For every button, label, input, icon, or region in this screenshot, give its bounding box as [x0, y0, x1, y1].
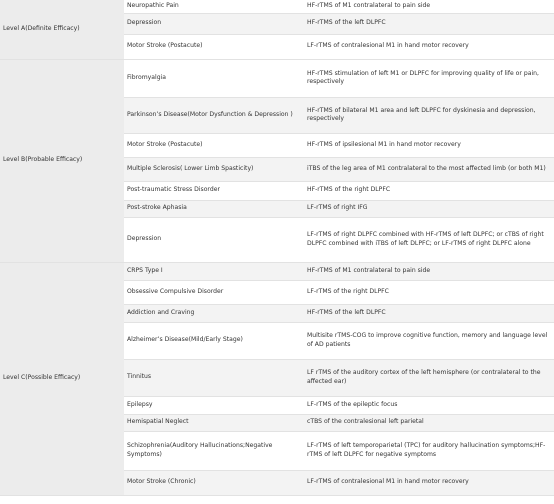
- disease-cell: Multiple Sclerosis( Lower Limb Spasticity): [124, 157, 304, 181]
- protocol-cell: HF-rTMS of the right DLPFC: [304, 181, 554, 200]
- disease-cell: Post-stroke Aphasia: [124, 200, 304, 217]
- protocol-cell: iTBS of the leg area of M1 contralateral to the most affected limb (or both M1): [304, 157, 554, 181]
- disease-cell: CRPS Type I: [124, 262, 304, 280]
- protocol-cell: LF-rTMS of right IFG: [304, 200, 554, 217]
- protocol-cell: HF-rTMS of ipsilesional M1 in hand motor recovery: [304, 133, 554, 157]
- protocol-cell: HF-rTMS of bilateral M1 area and left DLPFC for dyskinesia and depression, respectively: [304, 97, 554, 133]
- protocol-cell: HF-rTMS of the left DLPFC: [304, 13, 554, 34]
- protocol-cell: LF-rTMS of the epileptic focus: [304, 396, 554, 414]
- disease-cell: Depression: [124, 217, 304, 262]
- protocol-cell: cTBS of the contralesional left parietal: [304, 414, 554, 431]
- disease-cell: Motor Stroke (Postacute): [124, 34, 304, 59]
- table-row: [0, 262, 554, 280]
- disease-cell: Obsessive Compulsive Disorder: [124, 280, 304, 304]
- protocol-cell: HF-rTMS stimulation of left M1 or DLPFC for improving quality of life or pain, respectively: [304, 59, 554, 97]
- disease-cell: Fibromyalgia: [124, 59, 304, 97]
- disease-cell: Depression: [124, 13, 304, 34]
- protocol-cell: Multisite rTMS-COG to improve cognitive function, memory and language level of AD patients: [304, 322, 554, 359]
- disease-cell: Epilepsy: [124, 396, 304, 414]
- level-a-label: Level A(Definite Efficacy): [0, 0, 124, 59]
- disease-cell: Alzheimer’s Disease(Mild/Early Stage): [124, 322, 304, 359]
- protocol-cell: LF-rTMS of right DLPFC combined with HF-rTMS of left DLPFC; or cTBS of right DLPFC combined with iTBS of left DLPFC; or LF-rTMS of right DLPFC alone: [304, 217, 554, 262]
- disease-cell: Post-traumatic Stress Disorder: [124, 181, 304, 200]
- protocol-cell: LF rTMS of the auditory cortex of the left hemisphere (or contralateral to the affected ear): [304, 359, 554, 396]
- protocol-cell: LF-rTMS of contralesional M1 in hand motor recovery: [304, 34, 554, 59]
- disease-cell: Motor Stroke (Chronic): [124, 470, 304, 495]
- disease-cell: Parkinson’s Disease(Motor Dysfunction & Depression ): [124, 97, 304, 133]
- disease-cell: Tinnitus: [124, 359, 304, 396]
- protocol-cell: HF-rTMS of M1 contralateral to pain side: [304, 0, 554, 13]
- disease-cell: Addiction and Craving: [124, 304, 304, 322]
- table-row: [0, 59, 554, 97]
- protocol-cell: LF-rTMS of left temporoparietal (TPC) for auditory hallucination symptoms;HF-rTMS of left DLPFC for negative symptoms: [304, 431, 554, 470]
- disease-cell: Motor Stroke (Postacute): [124, 133, 304, 157]
- disease-cell: Neuropathic Pain: [124, 0, 304, 13]
- protocol-cell: LF-rTMS of contralesional M1 in hand motor recovery: [304, 470, 554, 495]
- level-b-label: Level B(Probable Efficacy): [0, 59, 124, 262]
- protocol-cell: HF-rTMS of the left DLPFC: [304, 304, 554, 322]
- disease-cell: Schizophrenia(Auditory Hallucinations;Negative Symptoms): [124, 431, 304, 470]
- protocol-cell: HF-rTMS of M1 contralateral to pain side: [304, 262, 554, 280]
- disease-cell: Hemispatial Neglect: [124, 414, 304, 431]
- level-c-label: Level C(Possible Efficacy): [0, 262, 124, 495]
- table-row: [0, 0, 554, 13]
- protocol-cell: LF-rTMS of the right DLPFC: [304, 280, 554, 304]
